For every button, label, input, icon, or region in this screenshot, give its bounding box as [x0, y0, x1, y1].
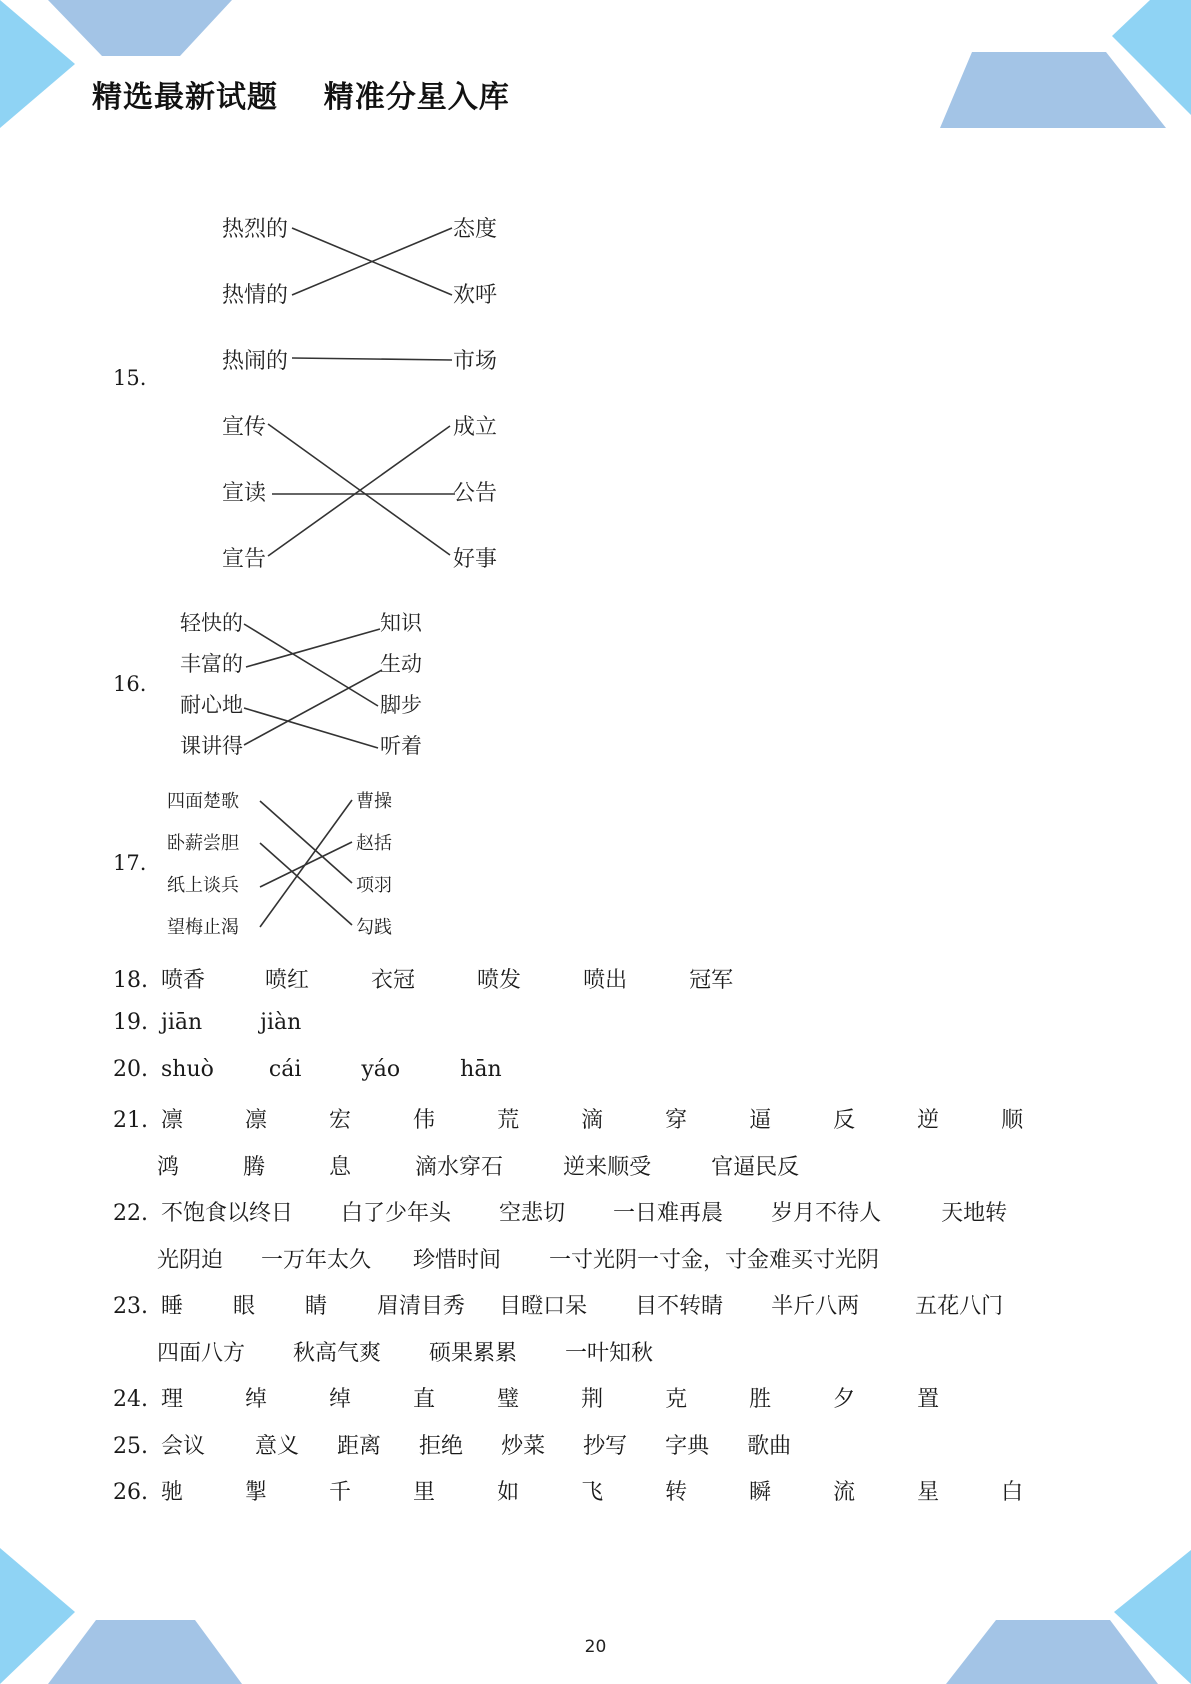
q21-item: 顺: [1001, 1108, 1024, 1133]
q18-item: 喷出: [583, 968, 628, 993]
q23-item: 眉清目秀: [377, 1294, 466, 1319]
q20-row: [113, 1057, 502, 1089]
q17-number: 17.: [113, 851, 147, 875]
q25-item: 意义: [255, 1434, 300, 1459]
q22-item: 光阴迫: [157, 1248, 224, 1273]
q23-row: [113, 1289, 1003, 1321]
q22-row-continued: [157, 1243, 879, 1274]
q17-right-0: 曹操: [356, 791, 392, 812]
q23-item: 半斤八两: [771, 1294, 860, 1319]
q24-item: 绰: [245, 1387, 268, 1412]
q21-item: 逼: [749, 1108, 772, 1133]
q24-item: 胜: [749, 1387, 772, 1412]
q17-right-1: 赵括: [356, 833, 392, 854]
q24-number: 24.: [113, 1387, 148, 1412]
q24-item: 夕: [833, 1387, 856, 1412]
q24-item: 理: [161, 1387, 184, 1412]
q25-item: 拒绝: [419, 1434, 464, 1459]
q18-item: 喷红: [265, 968, 310, 993]
q23-item: 一叶知秋: [565, 1341, 654, 1366]
q15-a-left-2: 热闹的: [222, 349, 289, 374]
q26-row: [113, 1475, 1023, 1507]
q23-item: 秋高气爽: [293, 1341, 382, 1366]
q16-left-2: 耐心地: [180, 693, 243, 717]
q22-number: 22.: [113, 1201, 148, 1226]
q19-item: jiān: [161, 1010, 203, 1035]
q15-a-right-0: 态度: [453, 217, 498, 242]
q22-item: 一万年太久: [261, 1248, 372, 1273]
q23-item: 四面八方: [157, 1341, 246, 1366]
q25-item: 距离: [337, 1434, 382, 1459]
q24-item: 璧: [497, 1387, 520, 1412]
q21-item: 逆: [917, 1108, 940, 1133]
q15-a-left-0: 热烈的: [222, 217, 289, 242]
q26-item: 流: [833, 1480, 856, 1505]
q21-item: 官逼民反: [711, 1155, 800, 1180]
q16-number: 16.: [113, 672, 147, 696]
q21-item: 鸿: [157, 1155, 180, 1180]
q15-b-right-0: 成立: [453, 415, 498, 440]
q23-item: 目不转睛: [635, 1294, 724, 1319]
q24-item: 直: [413, 1387, 436, 1412]
q23-row-continued: [157, 1336, 653, 1367]
q17-link-3: [260, 800, 352, 927]
q15-a-left-1: 热情的: [222, 283, 289, 308]
q15-b-right-2: 好事: [453, 547, 498, 572]
q20-number: 20.: [113, 1057, 148, 1082]
q20-item: hān: [460, 1057, 502, 1082]
q17-left-1: 卧薪尝胆: [167, 833, 239, 854]
q21-item: 穿: [665, 1108, 688, 1133]
q17-link-1: [260, 843, 352, 925]
q25-item: 炒菜: [501, 1434, 546, 1459]
q18-item: 冠军: [689, 968, 734, 993]
q21-item: 滴水穿石: [415, 1155, 504, 1180]
q21-item: 反: [833, 1108, 856, 1133]
q18-item: 衣冠: [371, 968, 416, 993]
q24-item: 荆: [581, 1387, 604, 1412]
q26-item: 瞬: [749, 1480, 772, 1505]
q26-item: 如: [497, 1480, 520, 1505]
q15-b-left-0: 宣传: [222, 415, 267, 440]
q23-item: 睛: [305, 1294, 328, 1319]
q25-row: [113, 1429, 791, 1461]
q17-right-2: 项羽: [356, 875, 392, 896]
q22-item: 一日难再晨: [613, 1201, 724, 1226]
q22-item: 一寸光阴一寸金，寸金难买寸光阴: [549, 1248, 880, 1273]
q26-item: 飞: [581, 1480, 604, 1505]
q18-item: 喷发: [477, 968, 522, 993]
q21-number: 21.: [113, 1108, 148, 1133]
q26-item: 星: [917, 1480, 940, 1505]
q21-row: [113, 1103, 1023, 1135]
q16-right-1: 生动: [380, 652, 422, 676]
q19-item: jiàn: [260, 1010, 302, 1035]
q22-item: 天地转: [941, 1201, 1008, 1226]
q17-left-3: 望梅止渴: [167, 917, 239, 938]
q25-item: 会议: [161, 1434, 206, 1459]
q15-b-left-2: 宣告: [222, 547, 267, 572]
q22-item: 白了少年头: [341, 1201, 452, 1226]
q21-item: 凛: [161, 1108, 184, 1133]
q23-item: 目瞪口呆: [499, 1294, 588, 1319]
q25-number: 25.: [113, 1434, 148, 1459]
q17-left-2: 纸上谈兵: [167, 875, 239, 896]
q26-item: 掣: [245, 1480, 268, 1505]
q24-item: 置: [917, 1387, 940, 1412]
q18-item: 喷香: [161, 968, 206, 993]
q26-item: 驰: [161, 1480, 184, 1505]
q23-item: 五花八门: [915, 1294, 1004, 1319]
q23-item: 睡: [161, 1294, 184, 1319]
q21-item: 逆来顺受: [563, 1155, 652, 1180]
q15-a-right-1: 欢呼: [453, 283, 498, 308]
q24-row: [113, 1382, 939, 1414]
q22-item: 岁月不待人: [771, 1201, 882, 1226]
q25-item: 字典: [665, 1434, 710, 1459]
q23-number: 23.: [113, 1294, 148, 1319]
q18-number: 18.: [113, 968, 148, 993]
q17-link-0: [260, 801, 352, 883]
q26-item: 白: [1001, 1480, 1024, 1505]
q16-right-0: 知识: [380, 611, 422, 635]
q18-row: [113, 963, 733, 995]
q21-item: 滴: [581, 1108, 604, 1133]
q20-item: shuò: [161, 1057, 214, 1082]
q15-a-right-2: 市场: [453, 349, 498, 374]
q21-row-continued: [157, 1150, 799, 1181]
q15-b-right-1: 公告: [453, 481, 498, 506]
q26-item: 转: [665, 1480, 688, 1505]
q17-right-3: 勾践: [356, 917, 392, 938]
q26-number: 26.: [113, 1480, 148, 1505]
q20-item: cái: [268, 1057, 302, 1082]
q22-item: 珍惜时间: [413, 1248, 502, 1273]
q23-item: 硕果累累: [429, 1341, 518, 1366]
q20-item: yáo: [361, 1057, 401, 1082]
q16-left-1: 丰富的: [180, 652, 243, 676]
q22-row: [113, 1196, 1007, 1228]
q16-left-0: 轻快的: [180, 611, 243, 635]
q15-b-left-1: 宣读: [222, 481, 267, 506]
q19-row: [113, 1010, 301, 1042]
q21-item: 宏: [329, 1108, 352, 1133]
q21-item: 荒: [497, 1108, 520, 1133]
page-number: 20: [584, 1637, 607, 1657]
q19-number: 19.: [113, 1010, 148, 1035]
q25-item: 抄写: [583, 1434, 628, 1459]
q25-item: 歌曲: [747, 1434, 792, 1459]
q21-item: 凛: [245, 1108, 268, 1133]
q21-item: 腾: [243, 1155, 266, 1180]
q15-number: 15.: [113, 366, 147, 390]
q23-item: 眼: [233, 1294, 256, 1319]
header-title: 精选最新试题 精准分星入库: [92, 80, 510, 115]
q26-item: 千: [329, 1480, 352, 1505]
q22-item: 不饱食以终日: [161, 1201, 294, 1226]
q16-right-3: 听着: [380, 734, 422, 758]
q22-item: 空悲切: [499, 1201, 566, 1226]
q26-item: 里: [413, 1480, 436, 1505]
q21-item: 伟: [413, 1108, 436, 1133]
q17-left-0: 四面楚歌: [167, 791, 239, 812]
q16-right-2: 脚步: [380, 693, 422, 717]
q24-item: 绰: [329, 1387, 352, 1412]
q16-left-3: 课讲得: [180, 734, 243, 758]
q21-item: 息: [329, 1155, 352, 1180]
q24-item: 克: [665, 1387, 688, 1412]
